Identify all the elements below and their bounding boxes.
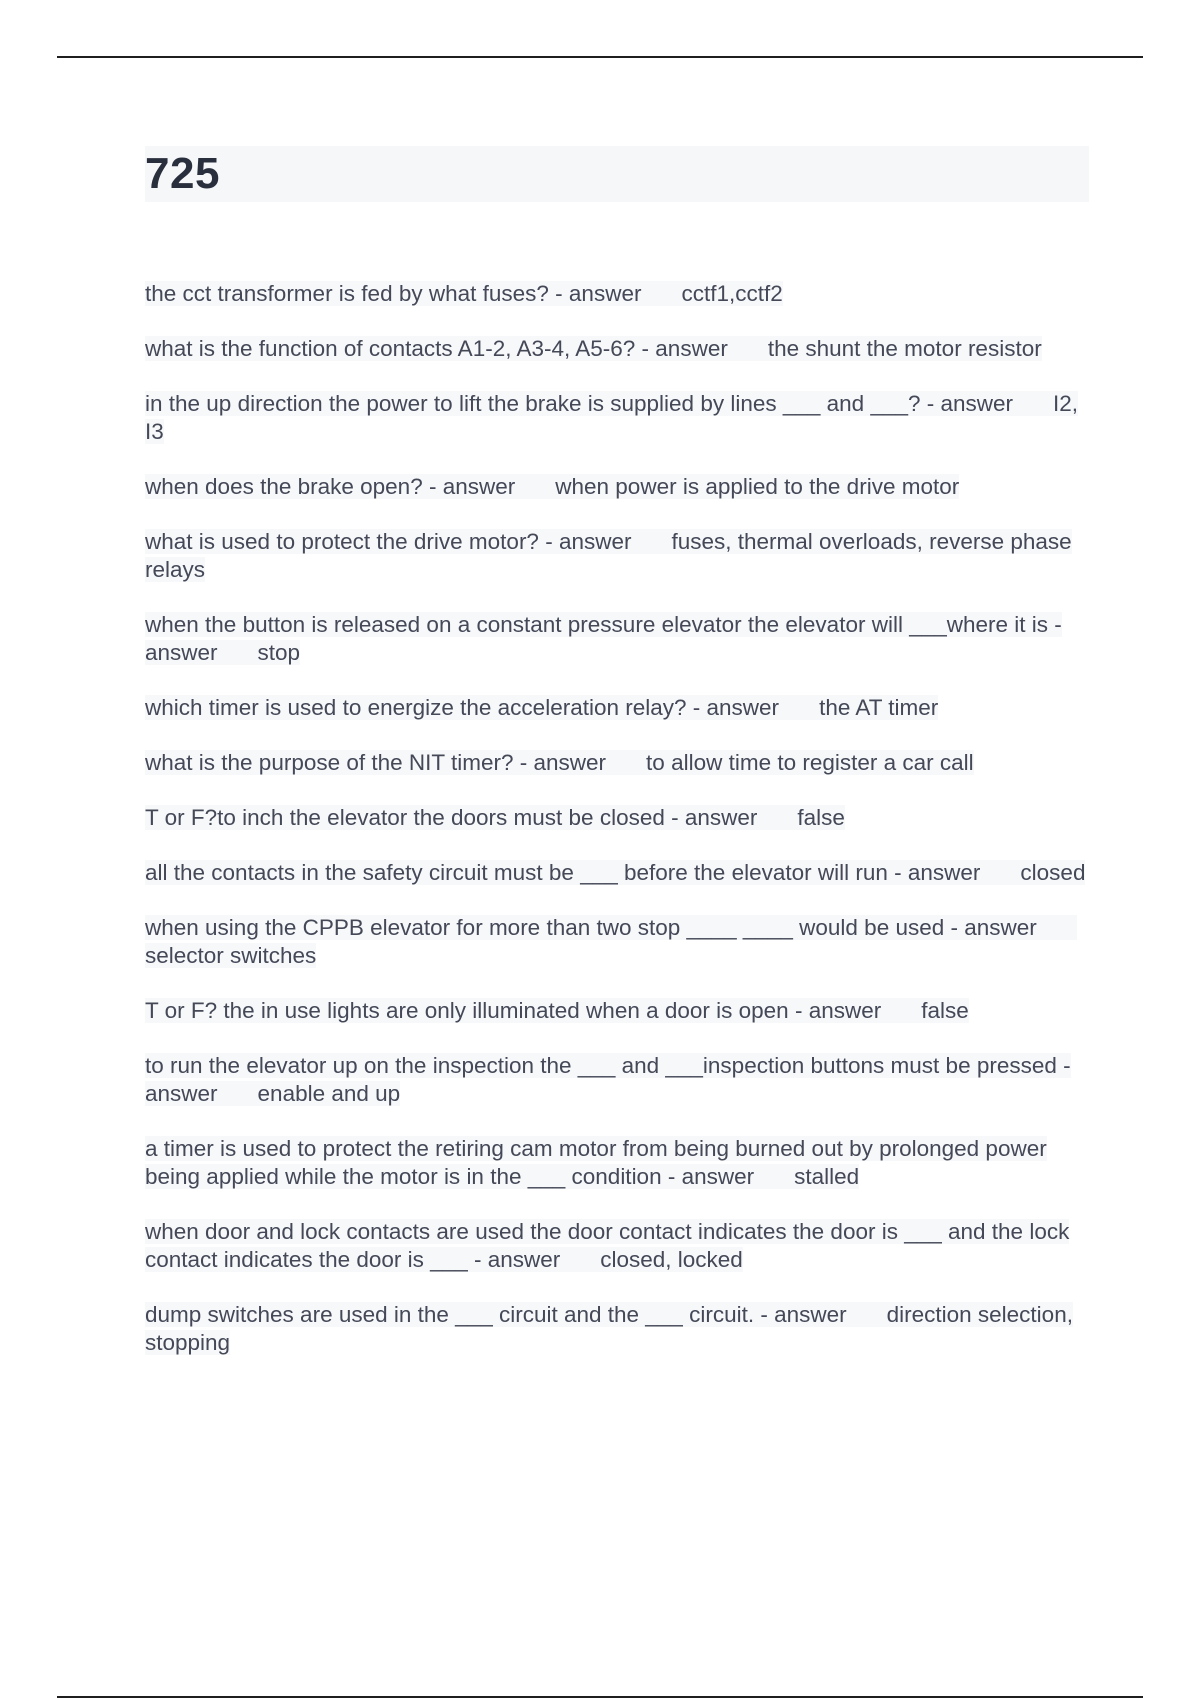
qa-text bbox=[145, 1219, 1069, 1272]
title-background bbox=[145, 146, 1089, 202]
question-text: when door and lock contacts are used the door contact indicates the door is ___ and the lock contact indicates the door is ___ - answer bbox=[145, 1219, 1070, 1272]
qa-text bbox=[145, 998, 969, 1023]
qa-item bbox=[145, 1135, 1089, 1191]
question-text: the cct transformer is fed by what fuses? - answer bbox=[145, 281, 642, 306]
qa-item bbox=[145, 804, 1089, 832]
answer-text: when power is applied to the drive motor bbox=[555, 474, 960, 499]
qa-text bbox=[145, 336, 1042, 361]
qa-text bbox=[145, 695, 938, 720]
qa-item bbox=[145, 473, 1089, 501]
qa-text bbox=[145, 612, 1062, 665]
qa-item bbox=[145, 528, 1089, 584]
qa-text bbox=[145, 1053, 1071, 1106]
answer-text: closed bbox=[1020, 860, 1086, 885]
qa-item bbox=[145, 1052, 1089, 1108]
qa-item bbox=[145, 749, 1089, 777]
question-text: which timer is used to energize the acceleration relay? - answer bbox=[145, 695, 780, 720]
question-text: dump switches are used in the ___ circuit and the ___ circuit. - answer bbox=[145, 1302, 847, 1327]
question-text: all the contacts in the safety circuit must be ___ before the elevator will run - answer bbox=[145, 860, 981, 885]
answer-text: I2, I3 bbox=[145, 391, 1079, 444]
question-text: when the button is released on a constant pressure elevator the elevator will ___where it is - answer bbox=[145, 612, 1062, 665]
answer-text: the AT timer bbox=[819, 695, 939, 720]
qa-text bbox=[145, 281, 783, 306]
question-text: what is used to protect the drive motor? - answer bbox=[145, 529, 632, 554]
qa-item bbox=[145, 859, 1089, 887]
qa-item bbox=[145, 997, 1089, 1025]
question-text: what is the function of contacts A1-2, A3-4, A5-6? - answer bbox=[145, 336, 728, 361]
answer-text: false bbox=[797, 805, 845, 830]
answer-text: stop bbox=[257, 640, 301, 665]
qa-item bbox=[145, 390, 1089, 446]
qa-item bbox=[145, 335, 1089, 363]
qa-item bbox=[145, 280, 1089, 308]
qa-item bbox=[145, 1218, 1089, 1274]
qa-item bbox=[145, 694, 1089, 722]
answer-text: selector switches bbox=[145, 943, 317, 968]
qa-text bbox=[145, 1302, 1073, 1355]
qa-text bbox=[145, 529, 1072, 582]
qa-text bbox=[145, 750, 974, 775]
qa-text bbox=[145, 391, 1078, 444]
answer-text: to allow time to register a car call bbox=[646, 750, 974, 775]
question-text: to run the elevator up on the inspection the ___ and ___inspection buttons must be pressed - answer bbox=[145, 1053, 1071, 1106]
footer-rule bbox=[57, 1696, 1143, 1698]
qa-text bbox=[145, 915, 1077, 968]
answer-text: fuses, thermal overloads, reverse phase relays bbox=[145, 529, 1072, 582]
question-text: a timer is used to protect the retiring cam motor from being burned out by prolonged power being applied while the motor is in the ___ condition - answer bbox=[145, 1136, 1047, 1189]
answer-text: cctf1,cctf2 bbox=[681, 281, 783, 306]
qa-text bbox=[145, 474, 959, 499]
qa-item bbox=[145, 914, 1089, 970]
answer-text: enable and up bbox=[257, 1081, 401, 1106]
answer-text: direction selection, stopping bbox=[145, 1302, 1073, 1355]
answer-text: the shunt the motor resistor bbox=[767, 336, 1042, 361]
qa-text bbox=[145, 860, 1085, 885]
header-rule bbox=[57, 56, 1143, 58]
question-text: when using the CPPB elevator for more than two stop ____ ____ would be used - answer bbox=[145, 915, 1037, 940]
qa-list bbox=[145, 280, 1089, 1384]
question-text: when does the brake open? - answer bbox=[145, 474, 516, 499]
question-text: in the up direction the power to lift the brake is supplied by lines ___ and ___? - answer bbox=[145, 391, 1014, 416]
qa-text bbox=[145, 1136, 1047, 1189]
question-text: T or F?to inch the elevator the doors must be closed - answer bbox=[145, 805, 758, 830]
page-title: 725 bbox=[145, 149, 220, 198]
question-text: what is the purpose of the NIT timer? - answer bbox=[145, 750, 607, 775]
answer-text: false bbox=[921, 998, 969, 1023]
qa-text bbox=[145, 805, 845, 830]
answer-text: stalled bbox=[794, 1164, 860, 1189]
qa-item bbox=[145, 1301, 1089, 1357]
question-text: T or F? the in use lights are only illuminated when a door is open - answer bbox=[145, 998, 882, 1023]
qa-item bbox=[145, 611, 1089, 667]
answer-text: closed, locked bbox=[600, 1247, 743, 1272]
